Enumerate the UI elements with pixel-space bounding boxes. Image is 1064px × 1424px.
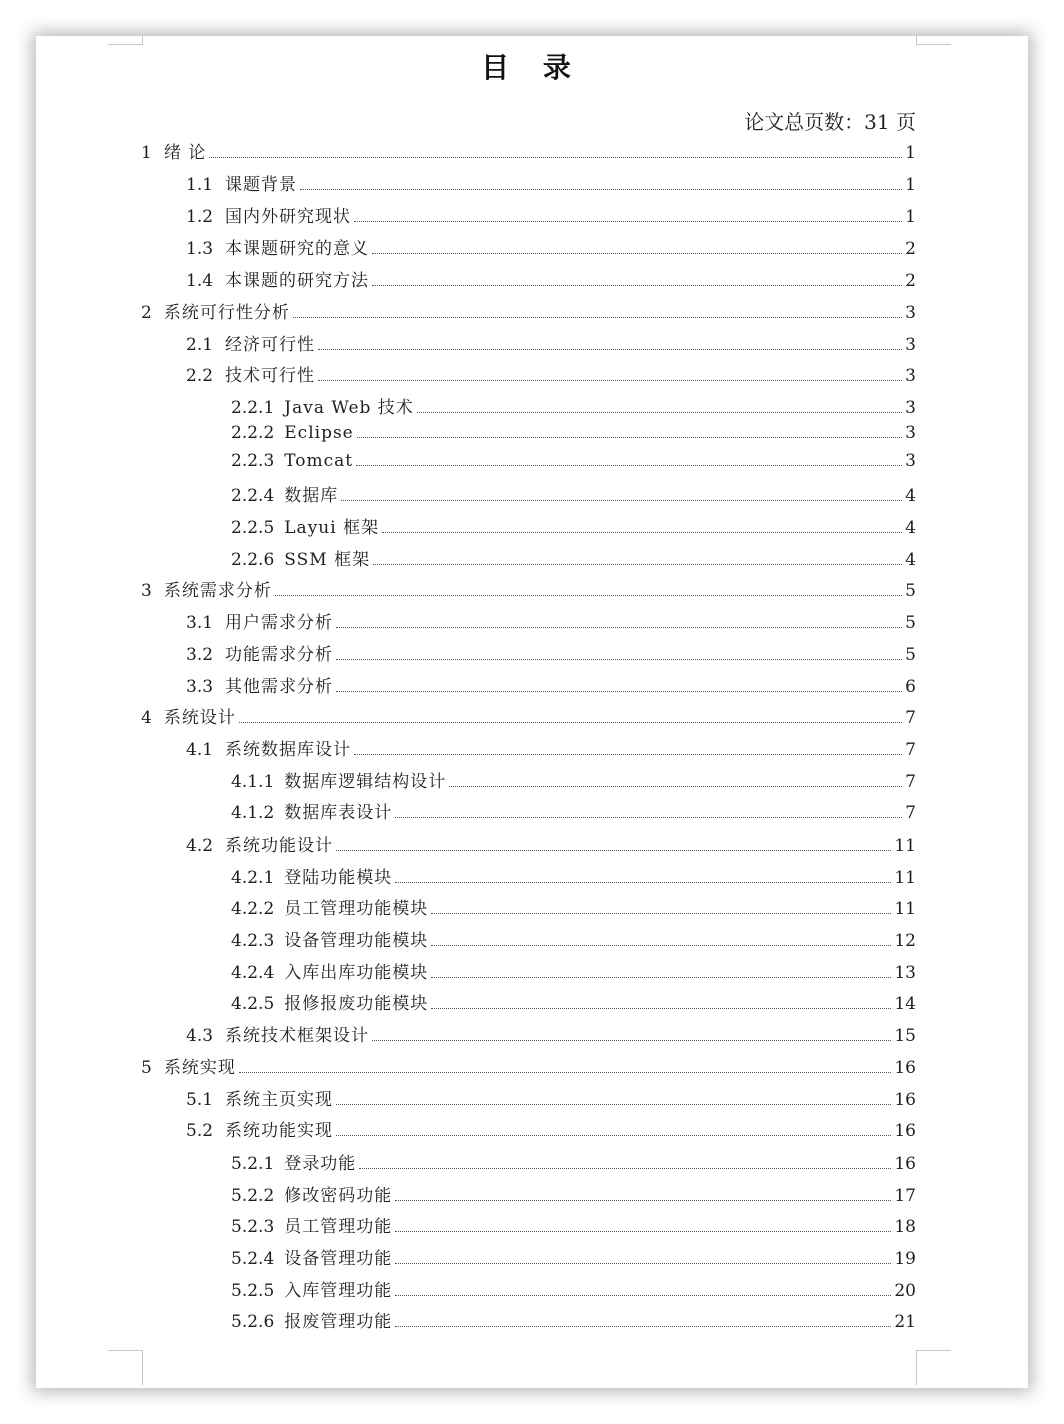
toc-leader-dots: [336, 627, 902, 628]
toc-entry-title: Layui 框架: [284, 518, 380, 538]
toc-entry-title: 报修报废功能模块: [284, 994, 429, 1014]
toc-entry-page-number: 7: [905, 708, 916, 728]
toc-entry-title: SSM 框架: [284, 550, 371, 570]
toc-entry-title: 入库出库功能模块: [284, 963, 429, 983]
toc-entry[interactable]: [186, 170, 916, 200]
toc-entry[interactable]: [186, 234, 916, 264]
toc-entry[interactable]: [231, 393, 916, 423]
toc-entry-title: 报废管理功能: [284, 1312, 393, 1332]
toc-leader-dots: [275, 595, 902, 596]
toc-entry-page-number: 5: [905, 613, 916, 633]
toc-entry[interactable]: [186, 640, 916, 670]
toc-entry[interactable]: [231, 863, 916, 893]
toc-entry-title: Eclipse: [284, 423, 354, 443]
toc-entry-page-number: 1: [905, 175, 916, 195]
toc-entry-title: 本课题的研究方法: [225, 271, 370, 291]
crop-mark-bottom-left: [108, 1350, 143, 1385]
toc-entry-page-number: 14: [894, 994, 916, 1014]
toc-entry-number: 4.2.5: [231, 994, 275, 1014]
toc-entry-title: 绪 论: [163, 143, 207, 163]
toc-entry-title: 经济可行性: [225, 335, 316, 355]
toc-entry-number: 2.2.6: [231, 550, 275, 570]
toc-entry[interactable]: [186, 831, 916, 861]
toc-leader-dots: [431, 1008, 891, 1009]
toc-entry-page-number: 18: [894, 1217, 916, 1237]
toc-entry-number: 1.1: [186, 175, 214, 195]
toc-entry[interactable]: [231, 767, 916, 797]
toc-entry[interactable]: [186, 202, 916, 232]
toc-entry-page-number: 19: [894, 1249, 916, 1269]
toc-leader-dots: [395, 882, 891, 883]
toc-entry[interactable]: [186, 1116, 916, 1146]
toc-entry-number: 5.2.2: [231, 1186, 275, 1206]
toc-leader-dots: [395, 1200, 891, 1201]
toc-leader-dots: [449, 786, 902, 787]
toc-entry[interactable]: [231, 451, 916, 481]
toc-entry-title: 员工管理功能: [284, 1217, 393, 1237]
toc-entry-number: 4: [141, 708, 152, 728]
toc-entry[interactable]: [141, 138, 916, 168]
toc-entry[interactable]: [231, 1276, 916, 1306]
toc-entry-title: 系统数据库设计: [225, 740, 352, 760]
toc-entry-number: 2.2.1: [231, 398, 275, 418]
toc-leader-dots: [395, 817, 902, 818]
toc-entry-title: 系统设计: [163, 708, 236, 728]
toc-entry-number: 5.2.6: [231, 1312, 275, 1332]
toc-entry-page-number: 16: [894, 1090, 916, 1110]
crop-mark-bottom-right: [916, 1350, 951, 1385]
toc-entry-title: 功能需求分析: [225, 645, 334, 665]
toc-entry-number: 1: [141, 143, 152, 163]
toc-entry-page-number: 7: [905, 740, 916, 760]
toc-entry-number: 3.1: [186, 613, 214, 633]
toc-leader-dots: [395, 1263, 891, 1264]
toc-entry-number: 2.1: [186, 335, 214, 355]
toc-entry-number: 5.2: [186, 1121, 214, 1141]
toc-entry-number: 4.2: [186, 836, 214, 856]
toc-leader-dots: [395, 1295, 891, 1296]
toc-leader-dots: [431, 977, 891, 978]
toc-leader-dots: [336, 659, 902, 660]
toc-entry-number: 5.2.5: [231, 1281, 275, 1301]
toc-entry[interactable]: [231, 1307, 916, 1337]
toc-leader-dots: [300, 189, 902, 190]
toc-entry-number: 4.1.1: [231, 772, 275, 792]
toc-entry-page-number: 15: [894, 1026, 916, 1046]
toc-leader-dots: [336, 691, 902, 692]
toc-leader-dots: [354, 754, 902, 755]
toc-entry-number: 5.1: [186, 1090, 214, 1110]
toc-entry-number: 4.3: [186, 1026, 214, 1046]
toc-entry-title: 系统实现: [163, 1058, 236, 1078]
toc-entry-number: 2.2.4: [231, 486, 275, 506]
toc-leader-dots: [336, 1135, 891, 1136]
toc-leader-dots: [209, 157, 902, 158]
toc-leader-dots: [431, 913, 891, 914]
toc-entry-title: 系统功能设计: [225, 836, 334, 856]
toc-entry-page-number: 11: [894, 836, 916, 856]
toc-entry[interactable]: [186, 608, 916, 638]
toc-entry[interactable]: [141, 298, 916, 328]
toc-entry-page-number: 3: [905, 303, 916, 323]
toc-entry-number: 1.2: [186, 207, 214, 227]
toc-entry-number: 4.2.2: [231, 899, 275, 919]
toc-entry-title: 本课题研究的意义: [225, 239, 370, 259]
toc-leader-dots: [239, 1072, 892, 1073]
toc-entry-page-number: 3: [905, 451, 916, 471]
toc-leader-dots: [341, 500, 902, 501]
toc-entry-title: 系统功能实现: [225, 1121, 334, 1141]
toc-entry[interactable]: [231, 423, 916, 453]
toc-entry-page-number: 21: [894, 1312, 916, 1332]
toc-leader-dots: [431, 945, 891, 946]
toc-entry-title: 数据库逻辑结构设计: [284, 772, 447, 792]
page-title: 目 录: [481, 51, 583, 84]
toc-entry-number: 2.2.5: [231, 518, 275, 538]
toc-entry-page-number: 3: [905, 335, 916, 355]
toc-entry-page-number: 11: [894, 868, 916, 888]
toc-entry[interactable]: [141, 703, 916, 733]
toc-entry-page-number: 1: [905, 207, 916, 227]
toc-entry-page-number: 3: [905, 398, 916, 418]
toc-entry-page-number: 4: [905, 550, 916, 570]
toc-entry-page-number: 20: [894, 1281, 916, 1301]
toc-entry[interactable]: [231, 989, 916, 1019]
toc-entry[interactable]: [186, 672, 916, 702]
toc-entry[interactable]: [186, 330, 916, 360]
toc-entry-page-number: 17: [894, 1186, 916, 1206]
toc-entry-number: 1.4: [186, 271, 214, 291]
toc-entry-title: 系统技术框架设计: [225, 1026, 370, 1046]
toc-leader-dots: [318, 380, 902, 381]
toc-entry-page-number: 4: [905, 486, 916, 506]
toc-entry[interactable]: [231, 926, 916, 956]
toc-leader-dots: [336, 850, 891, 851]
toc-entry-number: 4.2.4: [231, 963, 275, 983]
toc-entry-page-number: 5: [905, 645, 916, 665]
toc-entry[interactable]: [186, 266, 916, 296]
toc-entry-page-number: 7: [905, 772, 916, 792]
toc-entry-page-number: 12: [894, 931, 916, 951]
toc-entry[interactable]: [186, 735, 916, 765]
toc-entry-title: Java Web 技术: [284, 398, 414, 418]
crop-mark-top-right: [916, 36, 951, 45]
toc-entry-number: 3.2: [186, 645, 214, 665]
toc-entry-page-number: 3: [905, 423, 916, 443]
toc-entry[interactable]: [231, 1244, 916, 1274]
toc-entry[interactable]: [231, 513, 916, 543]
toc-leader-dots: [382, 532, 902, 533]
toc-entry-number: 4.2.1: [231, 868, 275, 888]
toc-entry-title: 登录功能: [284, 1154, 357, 1174]
toc-leader-dots: [354, 221, 902, 222]
toc-entry[interactable]: [186, 361, 916, 391]
toc-entry-title: 入库管理功能: [284, 1281, 393, 1301]
toc-entry-page-number: 4: [905, 518, 916, 538]
toc-entry[interactable]: [186, 1021, 916, 1051]
toc-leader-dots: [357, 437, 902, 438]
toc-entry-title: Tomcat: [284, 451, 354, 471]
toc-entry[interactable]: [231, 798, 916, 828]
toc-leader-dots: [372, 1040, 891, 1041]
toc-entry[interactable]: [231, 545, 916, 575]
toc-entry-page-number: 7: [905, 803, 916, 823]
toc-entry-number: 2: [141, 303, 152, 323]
toc-leader-dots: [239, 722, 902, 723]
toc-leader-dots: [293, 317, 902, 318]
toc-entry-title: 登陆功能模块: [284, 868, 393, 888]
toc-entry-number: 2.2: [186, 366, 214, 386]
toc-entry[interactable]: [231, 481, 916, 511]
toc-entry[interactable]: [186, 1085, 916, 1115]
toc-entry-page-number: 16: [894, 1121, 916, 1141]
toc-entry-title: 国内外研究现状: [225, 207, 352, 227]
toc-entry-page-number: 1: [905, 143, 916, 163]
total-pages-label: 论文总页数：31 页: [744, 110, 916, 134]
toc-entry[interactable]: [231, 894, 916, 924]
toc-leader-dots: [372, 253, 902, 254]
toc-entry-title: 课题背景: [225, 175, 298, 195]
toc-entry-page-number: 2: [905, 271, 916, 291]
toc-entry-title: 修改密码功能: [284, 1186, 393, 1206]
toc-entry-title: 数据库: [284, 486, 339, 506]
toc-entry-title: 其他需求分析: [225, 677, 334, 697]
toc-leader-dots: [395, 1231, 891, 1232]
toc-entry-page-number: 3: [905, 366, 916, 386]
toc-entry-number: 4.1: [186, 740, 214, 760]
toc-leader-dots: [356, 465, 902, 466]
toc-leader-dots: [372, 285, 902, 286]
toc-leader-dots: [336, 1104, 891, 1105]
toc-leader-dots: [359, 1168, 891, 1169]
toc-entry-title: 用户需求分析: [225, 613, 334, 633]
toc-entry-number: 5: [141, 1058, 152, 1078]
toc-entry-page-number: 2: [905, 239, 916, 259]
toc-entry-page-number: 16: [894, 1154, 916, 1174]
toc-entry[interactable]: [231, 1149, 916, 1179]
toc-entry-title: 系统主页实现: [225, 1090, 334, 1110]
toc-entry-number: 4.1.2: [231, 803, 275, 823]
toc-entry-title: 系统可行性分析: [163, 303, 290, 323]
toc-leader-dots: [417, 412, 902, 413]
toc-entry-title: 设备管理功能模块: [284, 931, 429, 951]
toc-entry-number: 5.2.4: [231, 1249, 275, 1269]
toc-entry-number: 2.2.3: [231, 451, 275, 471]
toc-entry-number: 2.2.2: [231, 423, 275, 443]
toc-entry-page-number: 16: [894, 1058, 916, 1078]
toc-entry[interactable]: [231, 958, 916, 988]
toc-leader-dots: [395, 1326, 891, 1327]
toc-entry-title: 数据库表设计: [284, 803, 393, 823]
toc-entry[interactable]: [141, 576, 916, 606]
toc-entry-title: 技术可行性: [225, 366, 316, 386]
toc-entry-page-number: 5: [905, 581, 916, 601]
toc-entry-page-number: 6: [905, 677, 916, 697]
document-page: [36, 36, 1028, 1388]
toc-entry-number: 5.2.1: [231, 1154, 275, 1174]
toc-entry-title: 员工管理功能模块: [284, 899, 429, 919]
toc-entry-title: 系统需求分析: [163, 581, 272, 601]
toc-entry-number: 4.2.3: [231, 931, 275, 951]
toc-entry-number: 5.2.3: [231, 1217, 275, 1237]
toc-entry-page-number: 11: [894, 899, 916, 919]
toc-leader-dots: [373, 564, 902, 565]
crop-mark-top-left: [108, 36, 143, 45]
toc-entry[interactable]: [231, 1181, 916, 1211]
toc-leader-dots: [318, 349, 902, 350]
toc-entry[interactable]: [231, 1212, 916, 1242]
toc-entry-number: 3.3: [186, 677, 214, 697]
toc-entry-page-number: 13: [894, 963, 916, 983]
toc-entry-title: 设备管理功能: [284, 1249, 393, 1269]
toc-entry-number: 1.3: [186, 239, 214, 259]
toc-entry[interactable]: [141, 1053, 916, 1083]
toc-entry-number: 3: [141, 581, 152, 601]
